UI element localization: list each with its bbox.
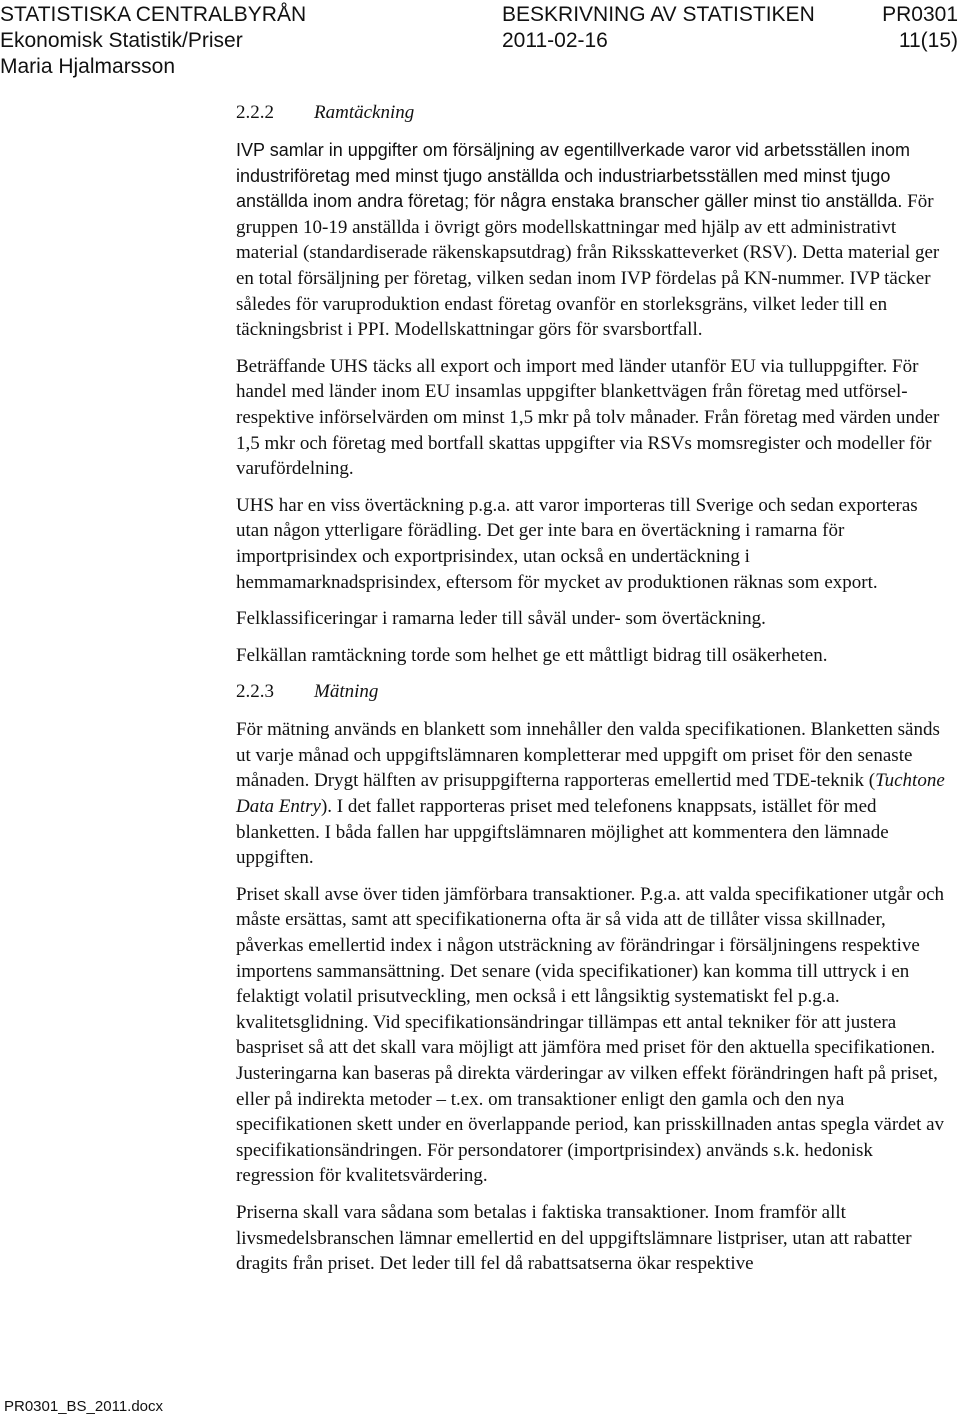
paragraph-serif-part: För gruppen 10-19 anställda i övrigt görs modellskattningar med hjälp av ett administrativt material (standardiserade räkenskapsutdrag) från Riksskatteverket (RSV). Detta material ger en total försäljning per företag, vilken sedan inom IVP fördelas på KN-nummer. IVP täcker således för varuproduktion endast företag ovanför en storleksgräns, vilket leder till en täckningsbrist i PPI. Modellskattningar görs för svarsbortfall. <box>236 191 940 341</box>
header-doc-code: PR0301 <box>882 3 958 26</box>
paragraph: Priserna skall vara sådana som betalas i faktiska transaktioner. Inom framför allt livsmedelsbranschen lämnar emellertid en del uppgiftslämnare listpriser, utan att rabatter dragits från priset. Det leder till fel då rabattsatserna ökar respektive <box>236 1201 912 1275</box>
section-number: 2.2.2 <box>236 102 274 123</box>
footer-filename: PR0301_BS_2011.docx <box>4 1398 164 1415</box>
section-heading-ramtackning <box>236 100 952 126</box>
paragraph: UHS har en viss övertäckning p.g.a. att varor importeras till Sverige och sedan exporteras utan någon ytterligare förädling. Det ger inte bara en övertäckning i ramarna för importprisindex och exportprisindex, utan också en undertäckning i hemmamarknadsprisindex, eftersom för mycket av produktionen räknas som export. <box>236 494 918 593</box>
header-org: STATISTISKA CENTRALBYRÅN <box>0 3 307 26</box>
section-heading-matning <box>236 679 952 705</box>
section-title: Mätning <box>314 681 379 703</box>
header-page-number: 11(15) <box>898 29 958 52</box>
section-title: Ramtäckning <box>314 102 415 123</box>
section-number: 2.2.3 <box>236 681 274 703</box>
emphasis: Tuchtone Data Entry <box>236 770 945 818</box>
text-run: För mätning används en blankett som innehåller den valda specifikationen. Blanketten sänds ut varje månad och uppgiftslämnaren kompletterar med uppgift om priset för den senaste månaden. Drygt hälften av prisuppgifterna rapporteras emellertid med TDE-teknik ( <box>236 719 940 792</box>
text-run: ). I det fallet rapporteras priset med telefonens knappsats, istället för med blanketten. I båda fallen har uppgiftslämnaren möjlighet att kommentera den lämnade uppgiften. <box>236 796 889 869</box>
paragraph: Beträffande UHS täcks all export och import med länder utanför EU via tulluppgifter. För handel med länder inom EU insamlas uppgifter blankettvägen från företag med utförsel- respektive införselvärden om minst 1,5 mkr på tolv månader. Från företag med värden under 1,5 mkr och företag med bortfall skattas uppgifter via RSVs momsregister och modeller för varufördelning. <box>236 355 940 480</box>
header-doc-type: BESKRIVNING AV STATISTIKEN <box>502 3 815 26</box>
paragraph <box>236 138 952 343</box>
paragraph-sans-part: IVP samlar in uppgifter om försäljning av egentillverkade varor vid arbetsställen inom industriföretag med minst tjugo anställda och industriarbetsställen med minst tjugo anställda inom andra företag; för några enstaka branscher gäller minst tio anställda. <box>236 140 910 212</box>
paragraph <box>236 717 952 871</box>
header-author: Maria Hjalmarsson <box>0 55 176 78</box>
body-text <box>236 100 952 1288</box>
paragraph: Felkällan ramtäckning torde som helhet ge ett måttligt bidrag till osäkerheten. <box>236 644 828 666</box>
paragraph: Priset skall avse över tiden jämförbara transaktioner. P.g.a. att valda specifikationer utgår och måste ersättas, samt att specifikationerna ofta är så vida att de tillåter vissa skillnader, påverkas emellertid index i någon utsträckning av förändringar i försäljningens respektive importens sammansättning. Det senare (vida specifikationer) kan komma till uttryck i en felaktigt volatil prisutveckling, men också i ett långsiktig systematiskt fel p.g.a. kvalitetsglidning. Vid specifikationsändringar tillämpas ett antal tekniker för att justera baspriset så att det skall vara möjligt att jämföra med priset för den aktuella specifikationen. Justeringarna kan baseras på direkta värderingar av vilken effekt förändringen haft på priset, eller på indirekta metoder – t.ex. om transaktioner enligt den gamla och den nya specifikationen skett under en överlappande period, kan prisskillnaden antas spegla värdet av specifikationsändringen. För persondatorer (importprisindex) används s.k. hedonisk regression för kvalitetsvärdering. <box>236 883 945 1187</box>
header-department: Ekonomisk Statistik/Priser <box>0 29 243 52</box>
page-header <box>0 2 960 80</box>
header-date: 2011-02-16 <box>502 29 608 52</box>
paragraph: Felklassificeringar i ramarna leder till såväl under- som övertäckning. <box>236 608 766 630</box>
